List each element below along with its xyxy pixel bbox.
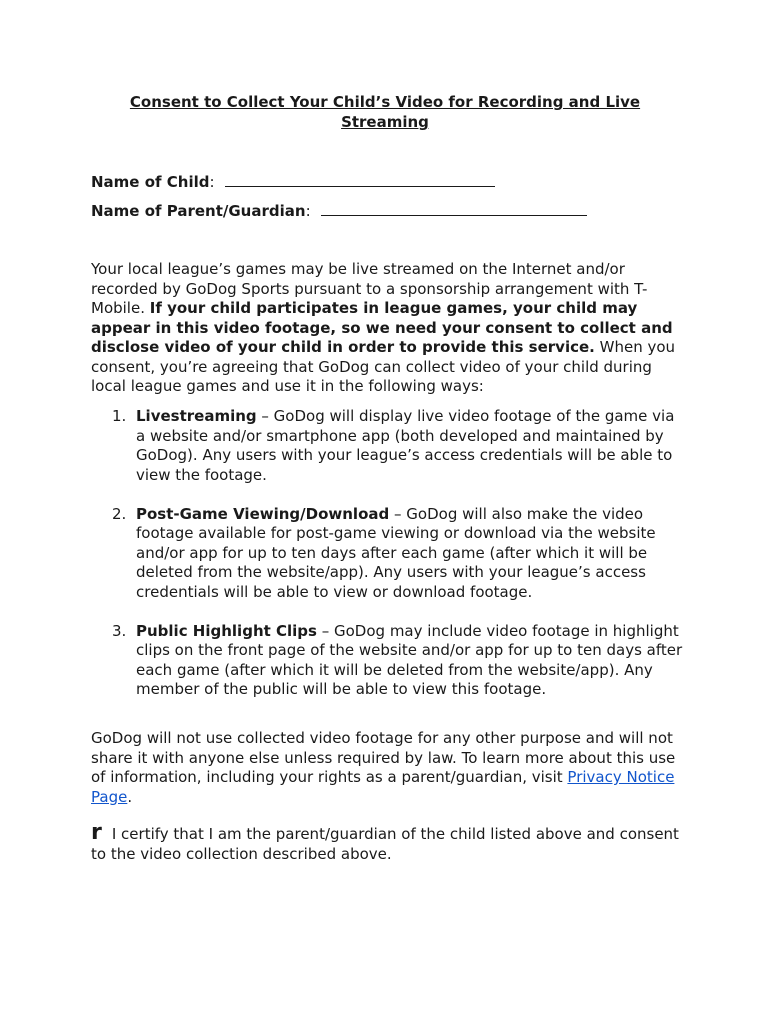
list-item-number: 3. [112,621,127,640]
list-item-text: – GoDog may include video footage in highlight clips on the front page of the website and/or app for up to ten days after each game (after which it will be deleted from the website/app). Any member of the public will be able to view this footage. [136,621,683,698]
child-name-label: Name of Child [91,173,210,191]
usage-list [91,407,683,719]
intro-text-1: Your local league’s games may be live streamed on the Internet and/or recorded by GoDog Sports pursuant to a sponsorship arrangement with T-Mobile. [91,260,648,317]
intro-paragraph [91,260,683,397]
list-item-number: 1. [112,407,127,425]
consent-checkbox[interactable]: r [91,820,102,845]
list-item-heading: Livestreaming [136,407,257,425]
list-item-number: 2. [112,504,127,523]
parent-name-blank[interactable] [321,201,587,216]
list-item [91,407,683,485]
list-item [91,622,683,700]
intro-text-2: When you consent, you’re agreeing that GoDog can collect video of your child during local league games and use it in the following ways: [91,338,676,395]
certify-statement [91,820,683,864]
parent-name-label: Name of Parent/Guardian [91,202,306,220]
privacy-notice-link[interactable]: Privacy Notice Page [91,768,675,806]
closing-paragraph [91,729,683,807]
list-item-heading: Post-Game Viewing/Download [136,504,390,523]
closing-text: GoDog will not use collected video footage for any other purpose and will not share it with anyone else unless required by law. To learn more about this use of information, including your rights as a parent/guardian, visit [91,729,676,786]
intro-bold-text: If your child participates in league games, your child may appear in this video footage, so we need your consent to collect and disclose video of your child in order to provide this service. [91,299,673,356]
list-item-text: – GoDog will also make the video footage available for post-game viewing or download via the website and/or app for up to ten days after each game (after which it will be deleted from the website/app). Any users with your league’s access credentials will be able to view or download footage. [136,504,656,601]
child-name-colon: : [209,173,215,191]
child-name-blank[interactable] [225,172,495,187]
child-name-field [91,172,495,193]
list-item [91,505,683,603]
parent-name-field [91,201,587,222]
document-title: Consent to Collect Your Child’s Video for Recording and Live Streaming [129,93,641,131]
list-item-text: – GoDog will display live video footage of the game via a website and/or smartphone app (both developed and maintained by GoDog). Any users with your league’s access credentials will be able to view the footage. [136,407,675,484]
closing-period: . [127,787,133,806]
list-item-heading: Public Highlight Clips [136,621,317,640]
certify-text: I certify that I am the parent/guardian of the child listed above and consent to the video collection described above. [91,825,679,863]
parent-name-colon: : [305,202,311,220]
